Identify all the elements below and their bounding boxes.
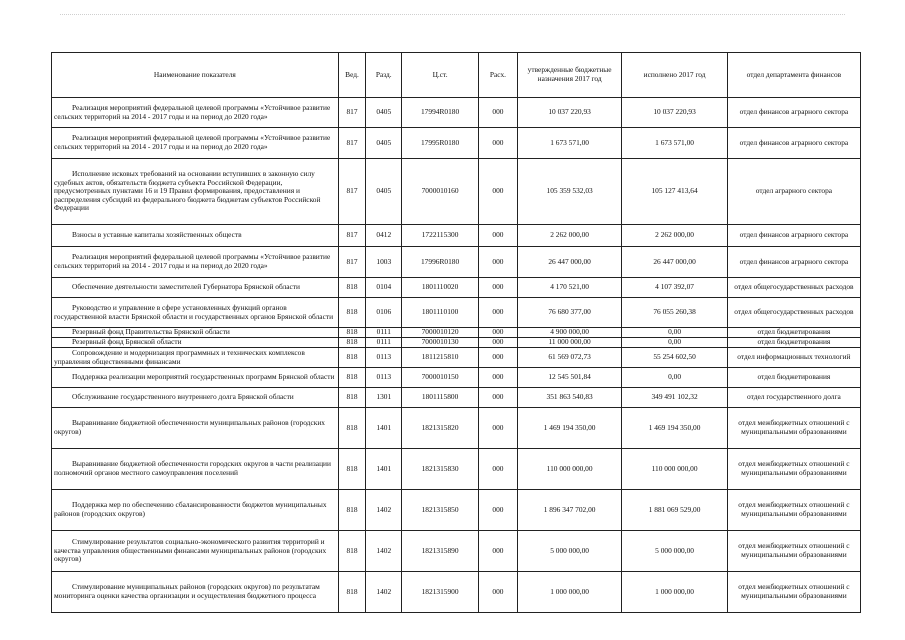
row-ved: 817: [338, 159, 366, 225]
row-ved: 817: [338, 128, 366, 159]
row-razd: 1401: [366, 408, 402, 449]
row-cst: 1811215810: [402, 348, 479, 368]
row-approved: 110 000 000,00: [517, 449, 621, 490]
row-name: Сопровождение и модернизация программных и технических комплексов управления общественными финансами: [52, 348, 339, 368]
row-approved: 1 469 194 350,00: [517, 408, 621, 449]
row-done: 0,00: [622, 368, 727, 388]
table-row: [52, 572, 861, 613]
scan-artifact-line: [60, 14, 845, 16]
row-dept: отдел межбюджетных отношений с муниципальными образованиями: [727, 449, 860, 490]
table-row: [52, 368, 861, 388]
row-razd: 0405: [366, 128, 402, 159]
row-rash: 000: [478, 278, 517, 298]
row-razd: 1402: [366, 572, 402, 613]
row-ved: 817: [338, 247, 366, 278]
row-ved: 818: [338, 368, 366, 388]
row-rash: 000: [478, 338, 517, 348]
row-cst: 7000010120: [402, 328, 479, 338]
row-rash: 000: [478, 531, 517, 572]
row-ved: 818: [338, 449, 366, 490]
header-dept: отдел департамента финансов: [727, 53, 860, 98]
row-dept: отдел бюджетирования: [727, 328, 860, 338]
header-rash: Расх.: [478, 53, 517, 98]
row-razd: 0113: [366, 348, 402, 368]
row-dept: отдел аграрного сектора: [727, 159, 860, 225]
table-row: [52, 388, 861, 408]
row-done: 26 447 000,00: [622, 247, 727, 278]
row-approved: 12 545 501,84: [517, 368, 621, 388]
row-rash: 000: [478, 490, 517, 531]
row-dept: отдел межбюджетных отношений с муниципальными образованиями: [727, 490, 860, 531]
row-done: 349 491 102,32: [622, 388, 727, 408]
row-razd: 0412: [366, 225, 402, 247]
row-razd: 1402: [366, 490, 402, 531]
row-dept: отдел финансов аграрного сектора: [727, 98, 860, 128]
row-rash: 000: [478, 408, 517, 449]
row-approved: 4 170 521,00: [517, 278, 621, 298]
table-row: [52, 531, 861, 572]
row-rash: 000: [478, 368, 517, 388]
row-done: 0,00: [622, 328, 727, 338]
row-name: Поддержка реализации мероприятий государственных программ Брянской области: [52, 368, 339, 388]
row-razd: 0111: [366, 338, 402, 348]
row-ved: 817: [338, 98, 366, 128]
row-razd: 0106: [366, 298, 402, 328]
row-dept: отдел межбюджетных отношений с муниципальными образованиями: [727, 408, 860, 449]
row-dept: отдел государственного долга: [727, 388, 860, 408]
row-ved: 818: [338, 388, 366, 408]
row-dept: отдел межбюджетных отношений с муниципальными образованиями: [727, 531, 860, 572]
row-name: Взносы в уставные капиталы хозяйственных обществ: [52, 225, 339, 247]
table-header-row: [52, 53, 861, 98]
row-cst: 1821315890: [402, 531, 479, 572]
row-cst: 7000010150: [402, 368, 479, 388]
row-done: 1 673 571,00: [622, 128, 727, 159]
table-row: [52, 328, 861, 338]
row-approved: 11 000 000,00: [517, 338, 621, 348]
row-ved: 818: [338, 328, 366, 338]
row-approved: 1 673 571,00: [517, 128, 621, 159]
header-razd: Разд.: [366, 53, 402, 98]
row-approved: 10 037 220,93: [517, 98, 621, 128]
row-dept: отдел общегосударственных расходов: [727, 278, 860, 298]
row-cst: 7000010160: [402, 159, 479, 225]
row-name: Реализация мероприятий федеральной целевой программы «Устойчивое развитие сельских территорий на 2014 - 2017 годы и на период до 2020 года»: [52, 247, 339, 278]
row-razd: 0405: [366, 98, 402, 128]
row-razd: 0405: [366, 159, 402, 225]
row-done: 1 881 069 529,00: [622, 490, 727, 531]
row-cst: 1801110020: [402, 278, 479, 298]
row-cst: 17996R0180: [402, 247, 479, 278]
row-done: 110 000 000,00: [622, 449, 727, 490]
row-ved: 818: [338, 278, 366, 298]
row-razd: 1402: [366, 531, 402, 572]
row-cst: 17994R0180: [402, 98, 479, 128]
row-done: 1 000 000,00: [622, 572, 727, 613]
row-done: 5 000 000,00: [622, 531, 727, 572]
row-razd: 0104: [366, 278, 402, 298]
row-dept: отдел общегосударственных расходов: [727, 298, 860, 328]
row-name: Поддержка мер по обеспечению сбалансированности бюджетов муниципальных районов (городских округов): [52, 490, 339, 531]
row-cst: 1801115800: [402, 388, 479, 408]
table-row: [52, 128, 861, 159]
table-row: [52, 449, 861, 490]
row-done: 55 254 602,50: [622, 348, 727, 368]
row-rash: 000: [478, 98, 517, 128]
row-dept: отдел финансов аграрного сектора: [727, 225, 860, 247]
row-cst: 1821315820: [402, 408, 479, 449]
row-dept: отдел финансов аграрного сектора: [727, 247, 860, 278]
row-approved: 1 000 000,00: [517, 572, 621, 613]
row-rash: 000: [478, 128, 517, 159]
row-approved: 76 680 377,00: [517, 298, 621, 328]
row-name: Резервный фонд Правительства Брянской области: [52, 328, 339, 338]
row-name: Реализация мероприятий федеральной целевой программы «Устойчивое развитие сельских территорий на 2014 - 2017 годы и на период до 2020 года»: [52, 98, 339, 128]
row-approved: 5 000 000,00: [517, 531, 621, 572]
row-name: Резервный фонд Брянской области: [52, 338, 339, 348]
row-cst: 1821315830: [402, 449, 479, 490]
row-name: Реализация мероприятий федеральной целевой программы «Устойчивое развитие сельских территорий на 2014 - 2017 годы и на период до 2020 года»: [52, 128, 339, 159]
row-name: Обеспечение деятельности заместителей Губернатора Брянской области: [52, 278, 339, 298]
row-rash: 000: [478, 572, 517, 613]
row-name: Руководство и управление в сфере установленных функций органов государственной власти Брянской области и государственных органов Брянской области: [52, 298, 339, 328]
row-rash: 000: [478, 348, 517, 368]
table-row: [52, 348, 861, 368]
row-done: 2 262 000,00: [622, 225, 727, 247]
row-approved: 351 863 540,83: [517, 388, 621, 408]
table-row: [52, 490, 861, 531]
row-done: 1 469 194 350,00: [622, 408, 727, 449]
header-name: Наименование показателя: [52, 53, 339, 98]
table-row: [52, 225, 861, 247]
row-rash: 000: [478, 225, 517, 247]
table-row: [52, 338, 861, 348]
row-razd: 0111: [366, 328, 402, 338]
row-ved: 818: [338, 298, 366, 328]
row-ved: 818: [338, 348, 366, 368]
row-dept: отдел финансов аграрного сектора: [727, 128, 860, 159]
table-row: [52, 298, 861, 328]
row-cst: 1821315850: [402, 490, 479, 531]
row-ved: 818: [338, 408, 366, 449]
row-name: Стимулирование результатов социально-экономического развития территорий и качества управления общественными финансами муниципальных районов (городских округов): [52, 531, 339, 572]
row-done: 4 107 392,07: [622, 278, 727, 298]
row-rash: 000: [478, 328, 517, 338]
row-cst: 1821315900: [402, 572, 479, 613]
row-ved: 817: [338, 225, 366, 247]
row-cst: 17995R0180: [402, 128, 479, 159]
row-ved: 818: [338, 572, 366, 613]
row-dept: отдел бюджетирования: [727, 368, 860, 388]
row-ved: 818: [338, 490, 366, 531]
row-done: 105 127 413,64: [622, 159, 727, 225]
row-dept: отдел бюджетирования: [727, 338, 860, 348]
row-approved: 61 569 072,73: [517, 348, 621, 368]
row-rash: 000: [478, 159, 517, 225]
row-dept: отдел межбюджетных отношений с муниципальными образованиями: [727, 572, 860, 613]
row-approved: 1 896 347 702,00: [517, 490, 621, 531]
row-name: Обслуживание государственного внутреннего долга Брянской области: [52, 388, 339, 408]
row-name: Исполнение исковых требований на основании вступивших в законную силу судебных актов, обязательств бюджета субъекта Российской Федерации, предусмотренных пунктами 16 и 19 Правил формирования, предоставления и распределения субсидий из федерального бюджета бюджетам субъектов Российской Федерации: [52, 159, 339, 225]
row-approved: 2 262 000,00: [517, 225, 621, 247]
header-cst: Ц.ст.: [402, 53, 479, 98]
row-razd: 1301: [366, 388, 402, 408]
row-name: Выравнивание бюджетной обеспеченности муниципальных районов (городских округов): [52, 408, 339, 449]
row-razd: 1003: [366, 247, 402, 278]
row-approved: 26 447 000,00: [517, 247, 621, 278]
table-row: [52, 159, 861, 225]
row-done: 10 037 220,93: [622, 98, 727, 128]
row-cst: 7000010130: [402, 338, 479, 348]
budget-execution-table: [51, 52, 861, 613]
row-done: 76 055 260,38: [622, 298, 727, 328]
row-rash: 000: [478, 247, 517, 278]
table-row: [52, 278, 861, 298]
row-cst: 1801110100: [402, 298, 479, 328]
header-done: исполнено 2017 год: [622, 53, 727, 98]
table-row: [52, 247, 861, 278]
row-approved: 4 900 000,00: [517, 328, 621, 338]
table-row: [52, 408, 861, 449]
row-dept: отдел информационных технологий: [727, 348, 860, 368]
row-name: Стимулирование муниципальных районов (городских округов) по результатам мониторинга оценки качества организации и осуществления бюджетного процесса: [52, 572, 339, 613]
row-razd: 1401: [366, 449, 402, 490]
row-rash: 000: [478, 449, 517, 490]
header-approved: утвержденные бюджетные назначения 2017 год: [517, 53, 621, 98]
row-done: 0,00: [622, 338, 727, 348]
row-razd: 0113: [366, 368, 402, 388]
table-row: [52, 98, 861, 128]
row-cst: 1722115300: [402, 225, 479, 247]
row-ved: 818: [338, 338, 366, 348]
row-approved: 105 359 532,03: [517, 159, 621, 225]
row-ved: 818: [338, 531, 366, 572]
row-name: Выравнивание бюджетной обеспеченности городских округов в части реализации полномочий органов местного самоуправления поселений: [52, 449, 339, 490]
row-rash: 000: [478, 298, 517, 328]
row-rash: 000: [478, 388, 517, 408]
header-ved: Вед.: [338, 53, 366, 98]
